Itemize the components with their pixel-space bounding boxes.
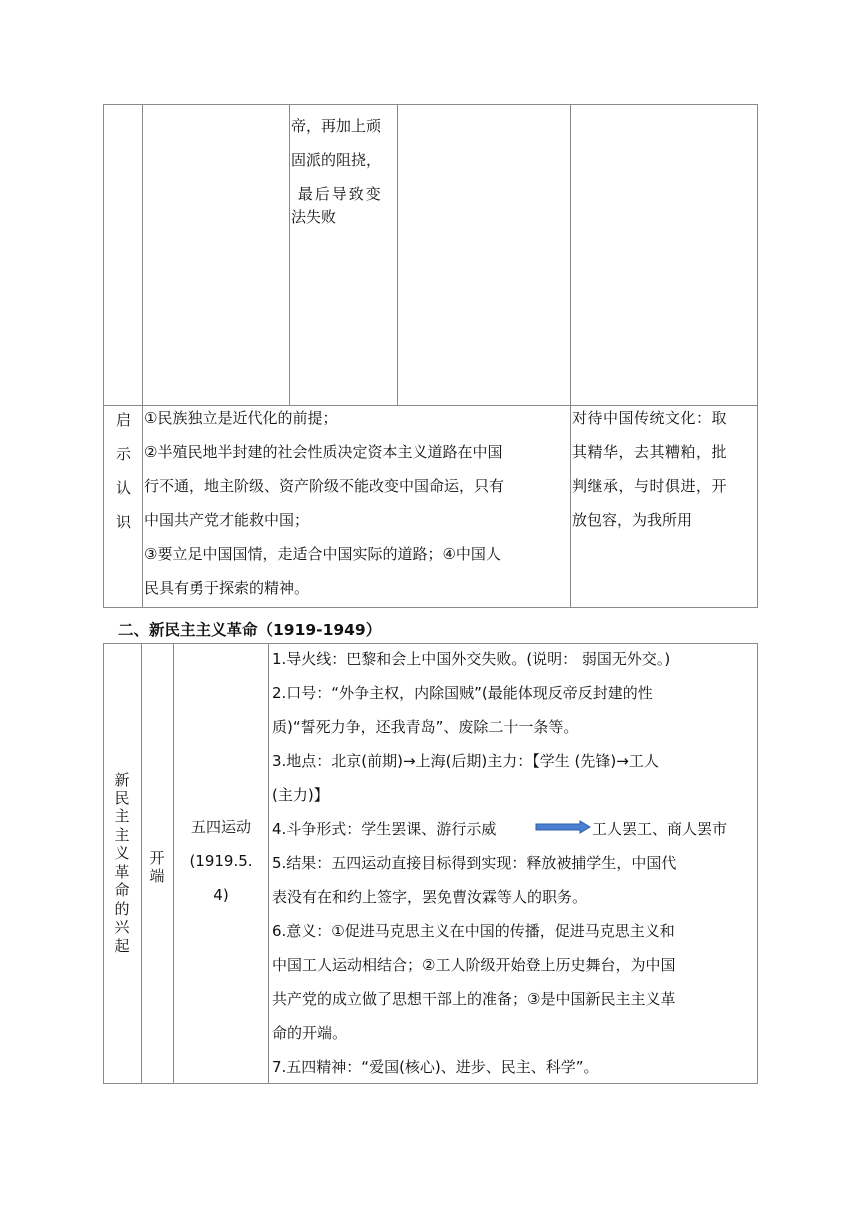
culture-line: 对待中国传统文化：取 [572, 409, 728, 427]
enlightenment-line: ②半殖民地半封建的社会性质决定资本主义道路在中国 [144, 443, 503, 461]
category-char: 主 [114, 807, 130, 825]
category-char: 新 [114, 771, 130, 789]
detail-line: 共产党的成立做了思想干部上的准备；③是中国新民主主义革 [272, 990, 676, 1008]
enlightenment-line: 民具有勇于探索的精神。 [144, 579, 310, 597]
reform-failure-line: 固派的阻挠， [291, 151, 382, 169]
enlightenment-line: 中国共产党才能救中国； [144, 511, 310, 529]
category-char: 革 [114, 863, 130, 881]
category-char: 起 [114, 937, 130, 955]
detail-line: 工人罢工、商人罢市 [592, 820, 728, 838]
detail-line: (主力)】 [272, 786, 329, 804]
detail-line: 命的开端。 [272, 1024, 348, 1042]
category-char: 民 [114, 789, 130, 807]
event-line: 五四运动 [190, 818, 251, 836]
stage-char: 开 [149, 849, 165, 867]
table1-left-border [103, 104, 104, 608]
table1-col-divider-4 [570, 104, 571, 608]
detail-line: 7.五四精神：“爱国(核心)、进步、民主、科学”。 [272, 1058, 599, 1076]
detail-line: 6.意义：①促进马克思主义在中国的传播，促进马克思主义和 [272, 922, 675, 940]
detail-line: 1.导火线：巴黎和会上中国外交失败。(说明： 弱国无外交。) [272, 650, 671, 668]
category-char: 主 [114, 826, 130, 844]
table1-bottom-border [103, 607, 758, 608]
enlightenment-line: ①民族独立是近代化的前提； [144, 409, 338, 427]
arrow-shape [536, 821, 590, 833]
right-arrow-icon [535, 820, 591, 834]
table2-left-border [103, 643, 104, 1084]
table2-col-divider-3 [268, 643, 269, 1084]
category-char: 兴 [114, 918, 130, 936]
reform-failure-line: 法失败 [291, 208, 337, 226]
category-char: 命 [114, 881, 130, 899]
stage-char: 端 [149, 867, 165, 885]
label-char: 启 [116, 411, 132, 429]
reform-failure-line: 最后导致变 [291, 185, 383, 203]
event-line: 4) [213, 886, 229, 904]
category-char: 义 [114, 844, 130, 862]
reform-failure-line: 帝，再加上顽 [291, 117, 382, 135]
detail-line: 表没有在和约上签字，罢免曹汝霖等人的职务。 [272, 888, 588, 906]
detail-line: 3.地点：北京(前期)→上海(后期)主力：【学生 (先锋)→工人 [272, 752, 659, 770]
detail-line: 4.斗争形式：学生罢课、游行示威 [272, 820, 497, 838]
enlightenment-line: 行不通，地主阶级、资产阶级不能改变中国命运，只有 [144, 477, 505, 495]
table1-col-divider-2 [289, 104, 290, 406]
table1-col-divider-3 [397, 104, 398, 406]
label-char: 识 [116, 513, 132, 531]
category-char: 的 [114, 900, 130, 918]
detail-line: 中国工人运动相结合；②工人阶级开始登上历史舞台，为中国 [272, 956, 676, 974]
table1-col-divider-1 [142, 104, 143, 608]
detail-line: 5.结果：五四运动直接目标得到实现：释放被捕学生，中国代 [272, 854, 677, 872]
section-heading: 二、新民主主义革命（1919-1949） [118, 621, 382, 639]
culture-line: 其精华，去其糟粕，批 [572, 443, 728, 461]
event-line: (1919.5. [189, 852, 253, 870]
table2-col-divider-1 [141, 643, 142, 1084]
enlightenment-line: ③要立足中国国情，走适合中国实际的道路；④中国人 [144, 545, 501, 563]
culture-line: 放包容，为我所用 [572, 511, 693, 529]
table1-right-border [757, 104, 758, 608]
table1-top-border [103, 104, 758, 105]
table2-right-border [757, 643, 758, 1084]
label-char: 示 [116, 445, 132, 463]
detail-line: 2.口号：“外争主权，内除国贼”(最能体现反帝反封建的性 [272, 684, 653, 702]
detail-line: 质)“誓死力争，还我青岛”、废除二十一条等。 [272, 718, 579, 736]
label-char: 认 [116, 479, 132, 497]
culture-line: 判继承，与时俱进，开 [572, 477, 728, 495]
